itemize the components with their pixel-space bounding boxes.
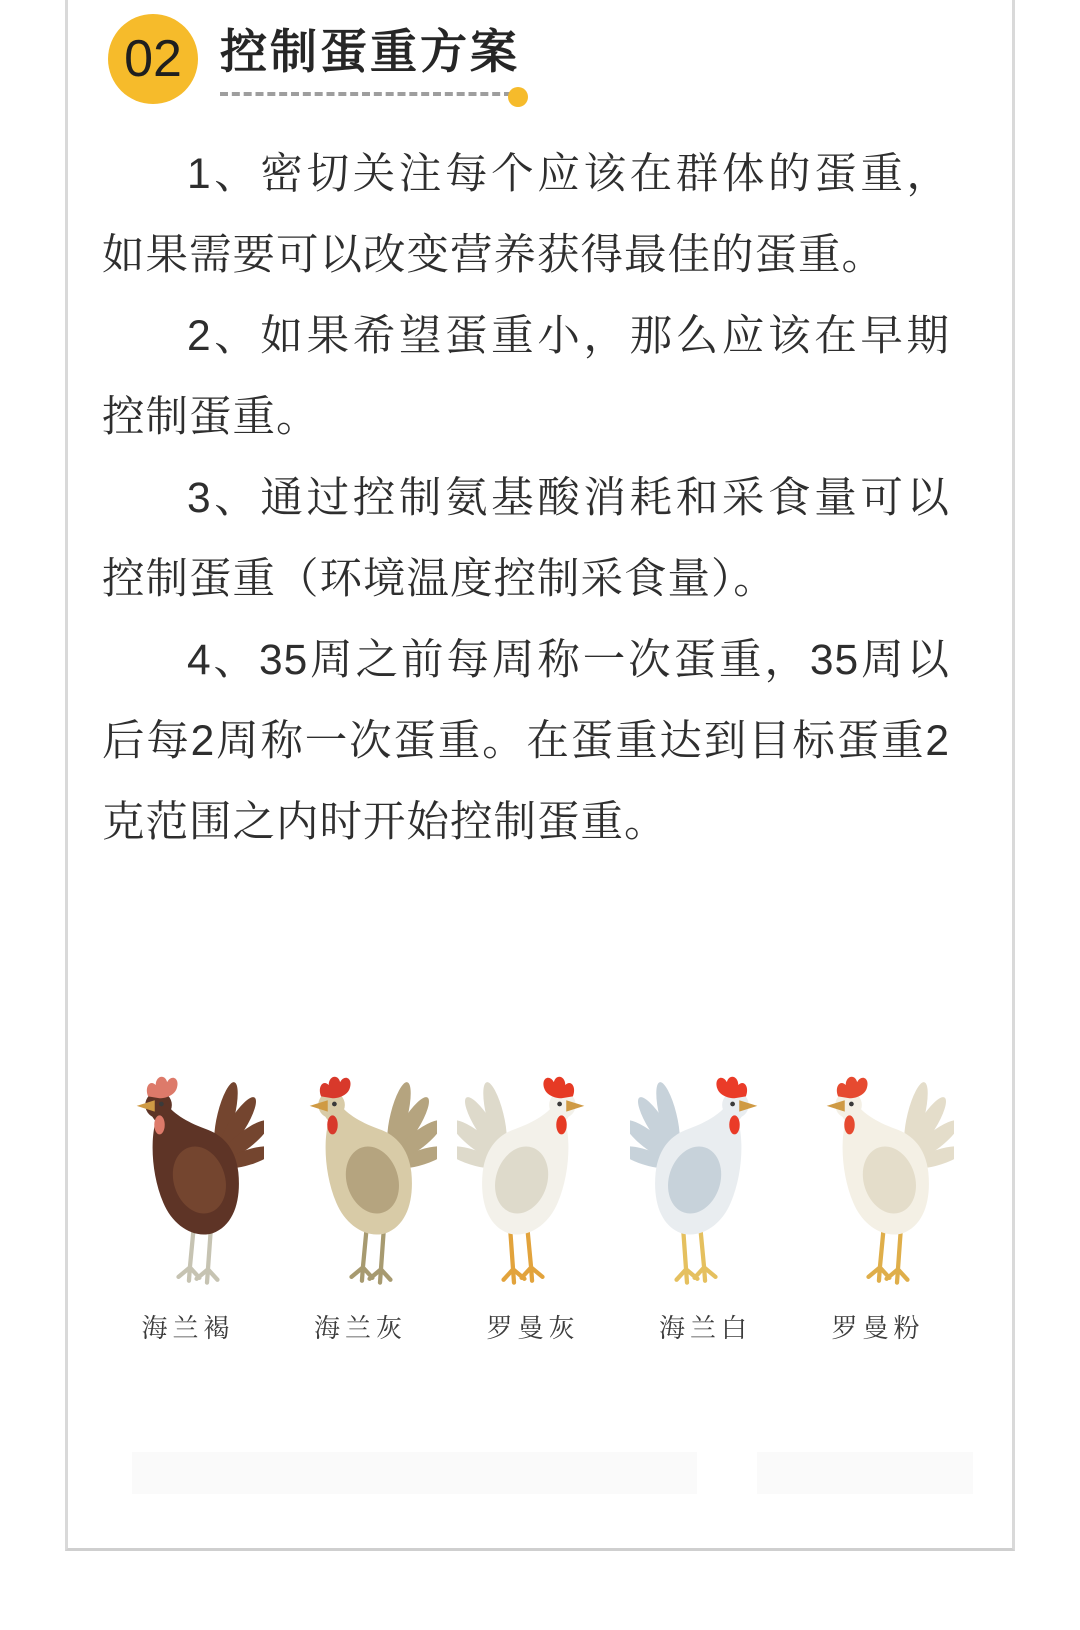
chicken-figure <box>626 1066 786 1345</box>
article-body <box>102 134 950 863</box>
hen-illustration-icon <box>802 1066 954 1294</box>
chicken-breed-label: 罗曼灰 <box>486 1313 580 1343</box>
paragraph-3: 3、通过控制氨基酸消耗和采食量可以控制蛋重（环境温度控制采食量）。 <box>102 475 950 603</box>
article-card <box>65 0 1015 1551</box>
photo-artifact <box>757 1452 973 1494</box>
chicken-breed-label: 海兰白 <box>658 1313 752 1343</box>
paragraph-1: 1、密切关注每个应该在群体的蛋重，如果需要可以改变营养获得最佳的蛋重。 <box>102 151 950 279</box>
chicken-figure <box>108 1066 268 1345</box>
chicken-figure <box>453 1066 613 1345</box>
hen-illustration-icon <box>285 1066 437 1294</box>
chicken-breed-strip <box>108 1066 958 1345</box>
hen-illustration-icon <box>630 1066 782 1294</box>
chicken-figure <box>281 1066 441 1345</box>
section-number-badge <box>108 14 198 104</box>
paragraph-2: 2、如果希望蛋重小，那么应该在早期控制蛋重。 <box>102 313 950 441</box>
title-wrap <box>220 14 520 96</box>
section-header <box>108 14 520 104</box>
hen-illustration-icon <box>457 1066 609 1294</box>
chicken-breed-label: 海兰褐 <box>141 1313 235 1343</box>
hen-illustration-icon <box>112 1066 264 1294</box>
chicken-figure <box>798 1066 958 1345</box>
page-title: 控制蛋重方案 <box>220 25 520 78</box>
title-dashed-underline <box>220 92 512 96</box>
photo-artifact <box>132 1452 697 1494</box>
section-number: 02 <box>124 30 182 88</box>
chicken-breed-label: 罗曼粉 <box>831 1313 925 1343</box>
paragraph-4: 4、35周之前每周称一次蛋重，35周以后每2周称一次蛋重。在蛋重达到目标蛋重2克范围之内时开始控制蛋重。 <box>102 637 950 846</box>
chicken-breed-label: 海兰灰 <box>313 1313 407 1343</box>
yellow-dot-icon <box>508 87 528 107</box>
